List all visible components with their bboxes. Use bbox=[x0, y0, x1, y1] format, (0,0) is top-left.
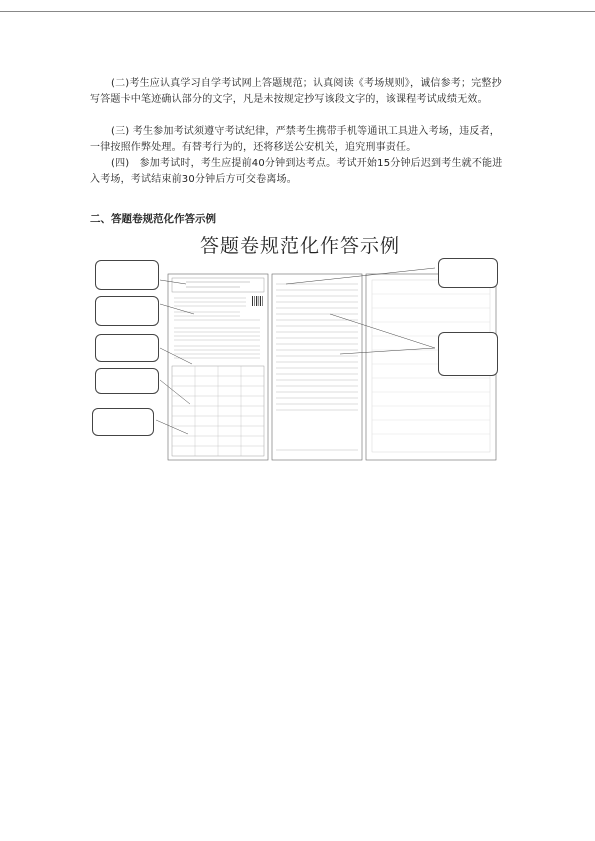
page-top-rule bbox=[0, 11, 595, 12]
callout-box-4 bbox=[95, 368, 159, 394]
callout-box-2 bbox=[95, 296, 159, 326]
section-heading: 二、答题卷规范化作答示例 bbox=[90, 213, 216, 225]
callout-box-3 bbox=[95, 334, 159, 362]
callout-box-5 bbox=[92, 408, 154, 436]
figure-title: 答题卷规范化作答示例 bbox=[199, 235, 400, 257]
paragraph-4: (四) 参加考试时，考生应提前40分钟到达考点。考试开始15分钟后迟到考生就不能进入考场，考试结束前30分钟后方可交卷离场。 bbox=[90, 158, 503, 185]
callout-box-6 bbox=[438, 258, 498, 288]
answer-sheet-figure bbox=[90, 254, 510, 466]
callout-box-7 bbox=[438, 332, 498, 376]
paragraph-2: (二)考生应认真学习自学考试网上答题规范；认真阅读《考场规则》，诚信参考；完整抄写答题卡中笔迹确认部分的文字，凡是未按规定抄写该段文字的，该课程考试成绩无效。 bbox=[90, 78, 502, 105]
callout-box-1 bbox=[95, 260, 159, 290]
paragraph-3: (三) 考生参加考试须遵守考试纪律，严禁考生携带手机等通讯工具进入考场，违反者，一律按照作弊处理。有替考行为的，还将移送公安机关，追究刑事责任。 bbox=[90, 126, 500, 153]
